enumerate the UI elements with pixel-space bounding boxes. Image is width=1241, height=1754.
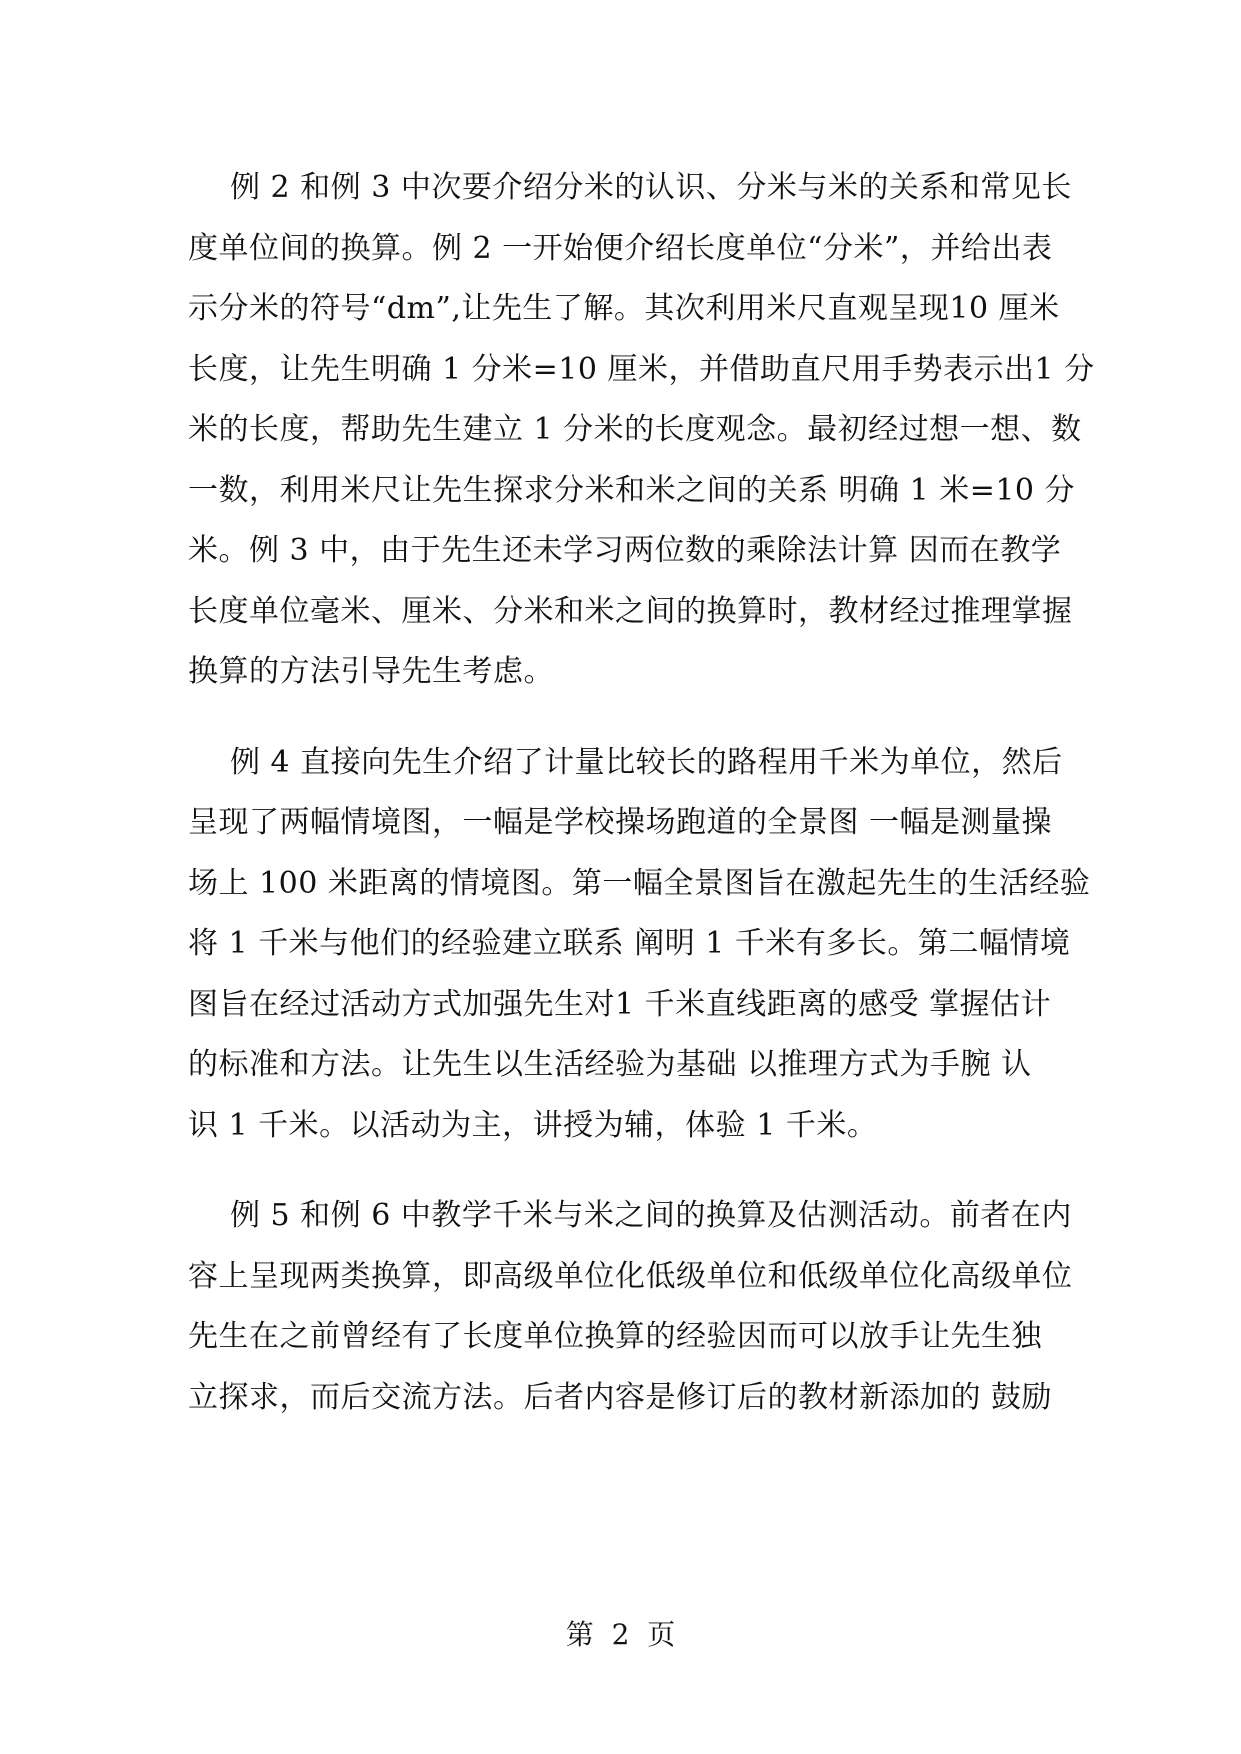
text-line: 米。例 3 中，由于先生还未学习两位数的乘除法计算 因而在教学 [188,533,1062,568]
paragraph-1 [188,158,1095,703]
text-line: 例 4 直接向先生介绍了计量比较长的路程用千米为单位，然后 [230,744,1063,780]
page-prefix: 第 [565,1618,594,1651]
text-line: 呈现了两幅情境图，一幅是学校操场跑道的全景图 一幅是测量操 [188,805,1053,840]
text-line: 例 5 和例 6 中教学千米与米之间的换算及估测活动。前者在内 [230,1198,1072,1233]
text-line: 例 2 和例 3 中次要介绍分米的认识、分米与米的关系和常见长 [230,170,1072,205]
text-line: 长度，让先生明确 1 分米=10 厘米，并借助直尺用手势表示出1 分 [188,351,1095,387]
text-line: 长度单位毫米、厘米、分米和米之间的换算时，教材经过推理掌握 [188,593,1073,629]
page-number: 2 [611,1618,630,1651]
text-line: 示分米的符号“dm”,让先生了解。其次利用米尺直观呈现10 厘米 [188,291,1060,326]
text-line: 先生在之前曾经有了长度单位换算的经验因而可以放手让先生独 [188,1319,1042,1354]
text-line: 换算的方法引导先生考虑。 [188,654,554,689]
text-line: 识 1 千米。以活动为主，讲授为辅，体验 1 千米。 [188,1107,878,1143]
paragraph-2 [188,733,1091,1157]
page-suffix: 页 [647,1618,676,1651]
text-line: 的标准和方法。让先生以生活经验为基础 以推理方式为手腕 认 [188,1047,1032,1082]
text-line: 场上 100 米距离的情境图。第一幅全景图旨在激起先生的生活经验 [188,865,1091,901]
text-line: 将 1 千米与他们的经验建立联系 阐明 1 千米有多长。第二幅情境 [188,926,1071,961]
text-line: 容上呈现两类换算，即高级单位化低级单位和低级单位化高级单位 [188,1258,1073,1294]
text-line: 图旨在经过活动方式加强先生对1 千米直线距离的感受 掌握估计 [188,986,1052,1022]
text-line: 立探求，而后交流方法。后者内容是修订后的教材新添加的 鼓励 [188,1379,1053,1415]
paragraph-3 [188,1186,1073,1428]
page-footer [0,1615,1241,1655]
text-line: 度单位间的换算。例 2 一开始便介绍长度单位“分米”，并给出表 [188,230,1053,266]
text-line: 一数，利用米尺让先生探求分米和米之间的关系 明确 1 米=10 分 [188,472,1076,508]
text-line: 米的长度，帮助先生建立 1 分米的长度观念。最初经过想一想、数 [188,412,1082,447]
document-body [188,158,1095,1458]
